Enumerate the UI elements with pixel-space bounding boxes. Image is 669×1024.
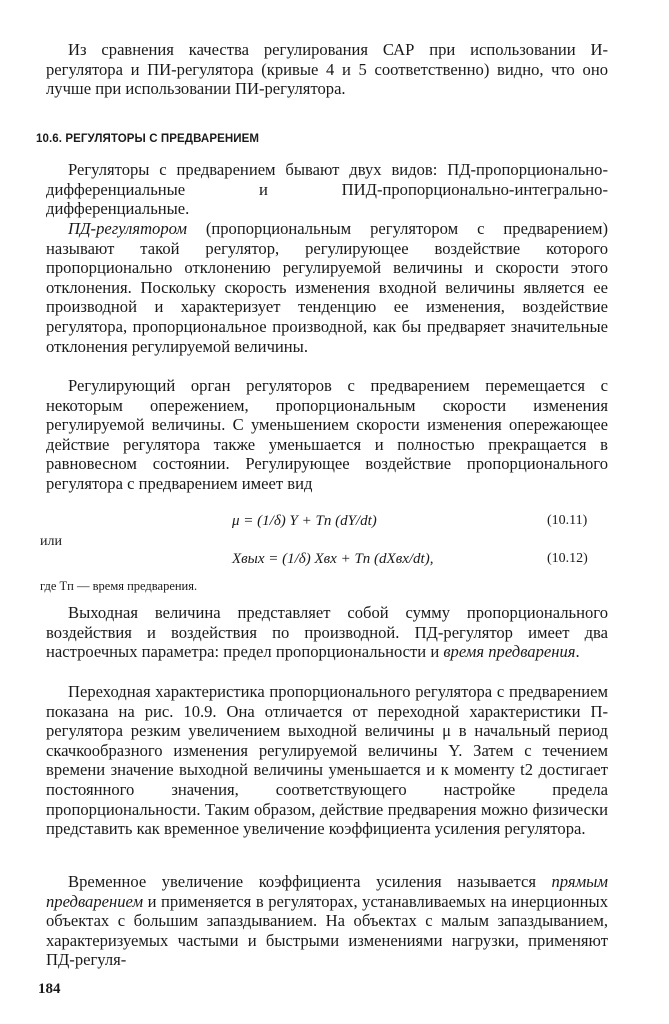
paragraph-pd-text: (пропорциональным регулятором с предварением) называют такой регулятор, регулирующее воздействие которого пропорционально отклонению регулируемой величины и скорости этого отклонения. Поскольку скорость изменения входной величины является ее производной и характеризует тенденцию ее изменения, воздействие регулятора, пропорциональное производной, как бы предваряет значительные отклонения регулируемой величины. xyxy=(46,219,608,356)
or-word: или xyxy=(40,534,62,549)
equation-number-10-12: (10.12) xyxy=(547,551,588,566)
formula-10-12: Xвых = (1/δ) Xвх + Tп (dXвх/dt), xyxy=(232,551,434,567)
paragraph-temporary-text: и применяется в регуляторах, устанавливаемых на инерционных объектах с большим запаздыванием. На объектах с малым запаздыванием, характеризуемых частыми и быстрыми изменениями нагрузки, применяют ПД-регуля- xyxy=(46,891,608,970)
formula-10-11: μ = (1/δ) Y + Tп (dY/dt) xyxy=(232,513,377,529)
intro-paragraph: Из сравнения качества регулирования САР при использовании И-регулятора и ПИ-регулятора (кривые 4 и 5 соответственно) видно, что оно лучше при использовании ПИ-регулятора. xyxy=(46,40,608,99)
paragraph-pd-definition xyxy=(46,219,608,356)
paragraph-temporary-gain xyxy=(46,872,608,970)
paragraph-output xyxy=(46,603,608,662)
equation-number-10-11: (10.11) xyxy=(547,513,588,528)
paragraph-output-end: . xyxy=(575,642,580,662)
page-number: 184 xyxy=(38,981,61,997)
term-pd-regulator: ПД-регулятором xyxy=(68,219,187,238)
paragraph-temporary-start: Временное увеличение коэффициента усиления называется xyxy=(68,872,552,891)
paragraph-regulating-organ: Регулирующий орган регуляторов с предварением перемещается с некоторым опережением, пропорциональным скорости изменения регулируемой величины. С уменьшением скорости изменения опережающее действие регулятора также уменьшается и полностью прекращается в равновесном состоянии. Регулирующее воздействие пропорционального регулятора с предварением имеет вид xyxy=(46,376,608,493)
paragraph-output-text: Выходная величина представляет собой сумму пропорционального воздействия и воздействия по производной. ПД-регулятор имеет два настроечных параметра: предел пропорциональности и xyxy=(46,603,608,662)
paragraph-transient: Переходная характеристика пропорционального регулятора с предварением показана на рис. 10.9. Она отличается от переходной характеристики П-регулятора резким увеличением выходной величины μ в начальный период скачкообразного изменения регулируемой величины Y. Затем с течением времени значение выходной величины уменьшается и к моменту t2 достигает постоянного значения, соответствующего настройке предела пропорциональности. Таким образом, действие предварения можно физически представить как временное увеличение коэффициента усиления регулятора. xyxy=(46,682,608,839)
term-direct-lead: прямым предварением xyxy=(46,872,608,911)
paragraph-types: Регуляторы с предварением бывают двух видов: ПД-пропорционально-дифференциальные и ПИД-пропорционально-интегрально-дифференциальные. xyxy=(46,160,608,219)
section-heading: 10.6. РЕГУЛЯТОРЫ С ПРЕДВАРЕНИЕМ xyxy=(36,133,260,145)
formula-note: где Tп — время предварения. xyxy=(40,579,198,593)
term-lead-time: время предварения xyxy=(443,642,576,662)
